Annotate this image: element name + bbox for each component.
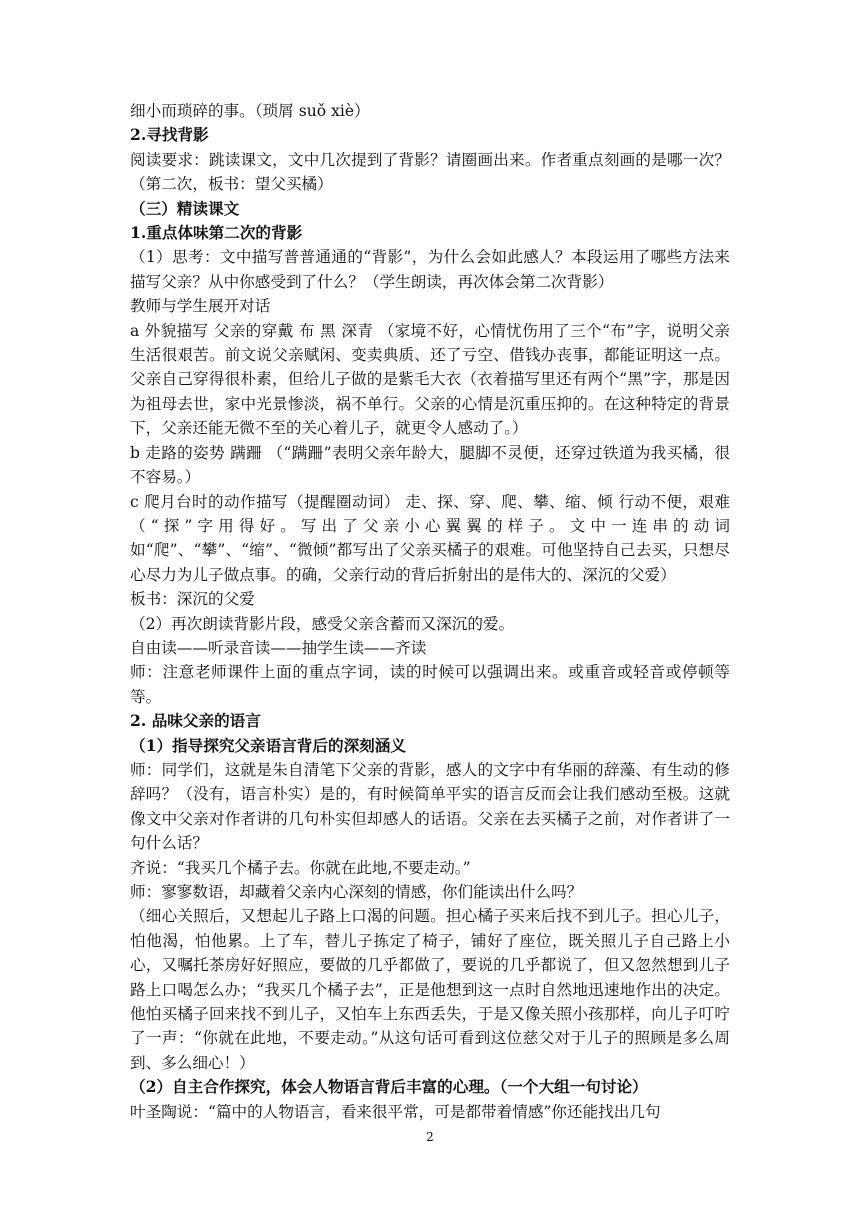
body-paragraph: 板书：深沉的父爱 [130, 590, 255, 609]
body-paragraph: 师：寥寥数语，却藏着父亲内心深刻的情感，你们能读出什么吗？ [130, 883, 583, 901]
section-heading: （三）精读课文 [130, 198, 240, 218]
body-paragraph: 师：注意老师课件上面的重点字词，读的时候可以强调出来。或重音或轻音或停顿等等。 [130, 663, 730, 706]
body-paragraph: b 走路的姿势 蹒跚 （“蹒跚”表明父亲年龄大，腿脚不灵便，还穿过铁道为我买橘，很不容易。） [130, 443, 730, 487]
body-paragraph: （2）再次朗读背影片段，感受父亲含蓄而又深沉的爱。 [130, 614, 515, 633]
section-heading: （2）自主合作探究，体会人物语言背后丰富的心理。（一个大组一句讨论） [130, 1077, 648, 1097]
document-body [130, 99, 730, 1124]
body-paragraph: 阅读要求：跳读课文，文中几次提到了背影？请圈画出来。作者重点刻画的是哪一次？（第二次，板书：望父买橘） [130, 150, 730, 194]
body-paragraph: 细小而琐碎的事。（琐屑 suǒ xiè） [130, 102, 370, 120]
body-paragraph: （1）思考：文中描写普普通通的“背影”，为什么会如此感人？本段运用了哪些方法来描写父亲？从中你感受到了什么？（学生朗读，再次体会第二次背影） [130, 248, 730, 291]
body-paragraph: 教师与学生展开对话 [130, 297, 271, 316]
body-paragraph: 齐说：“我买几个橘子去。你就在此地,不要走动。” [130, 858, 471, 877]
section-heading: 1.重点体味第二次的背影 [130, 223, 303, 243]
body-paragraph: a 外貌描写 父亲的穿戴 布 黑 深青 （家境不好，心情忧伤用了三个“布”字，说明父亲生活很艰苦。前文说父亲赋闲、变卖典质、还了亏空、借钱办丧事，都能证明这一点。父亲自己穿得很朴素，但给儿子做的是紫毛大衣（衣着描写里还有两个“黑”字，那是因为祖母去世，家中光景惨淡，祸不单行。父亲的心情是沉重压抑的。在这种特定的背景下，父亲还能无微不至的关心着儿子，就更令人感动了。） [130, 321, 730, 438]
section-heading: 2.寻找背影 [130, 125, 209, 145]
body-paragraph: 自由读——听录音读——抽学生读——齐读 [130, 638, 427, 657]
section-heading: 2. 品味父亲的语言 [130, 711, 261, 731]
body-paragraph: 叶圣陶说：“篇中的人物语言，看来很平常，可是都带着情感”你还能找出几句 [130, 1102, 661, 1121]
body-paragraph: c 爬月台时的动作描写（提醒圈动词） 走、探、穿、爬、攀、缩、倾 行动不便，艰难（“探”字用得好。写出了父亲小心翼翼的样子。文中一连串的动词如“爬”、“攀”、“缩”、“微倾”都写出了父亲买橘子的艰难。可他坚持自己去买，只想尽心尽力为儿子做点事。的确，父亲行动的背后折射出的是伟大的、深沉的父爱） [130, 492, 730, 584]
body-paragraph: 师：同学们，这就是朱自清笔下父亲的背影，感人的文字中有华丽的辞藻、有生动的修辞吗？（没有，语言朴实）是的，有时候简单平实的语言反而会让我们感动至极。这就像文中父亲对作者讲的几句朴实但却感人的话语。父亲在去买橘子之前，对作者讲了一句什么话？ [130, 760, 730, 853]
section-heading: （1）指导探究父亲语言背后的深刻涵义 [130, 735, 406, 755]
page-number: 2 [426, 1130, 434, 1144]
body-paragraph: （细心关照后，又想起儿子路上口渴的问题。担心橘子买来后找不到儿子。担心儿子，怕他渴，怕他累。上了车，替儿子拣定了椅子，铺好了座位，既关照儿子自己路上小心，又嘱托茶房好好照应，要做的几乎都做了，要说的几乎都说了，但又忽然想到儿子路上口喝怎么办；“我买几个橘子去”，正是他想到这一点时自然地迅速地作出的决定。他怕买橘子回来找不到儿子，又怕车上东西丢失，于是又像关照小孩那样，向儿子叮咛了一声：“你就在此地，不要走动。”从这句话可看到这位慈父对于儿子的照顾是多么周到、多么细心！） [130, 907, 730, 1072]
